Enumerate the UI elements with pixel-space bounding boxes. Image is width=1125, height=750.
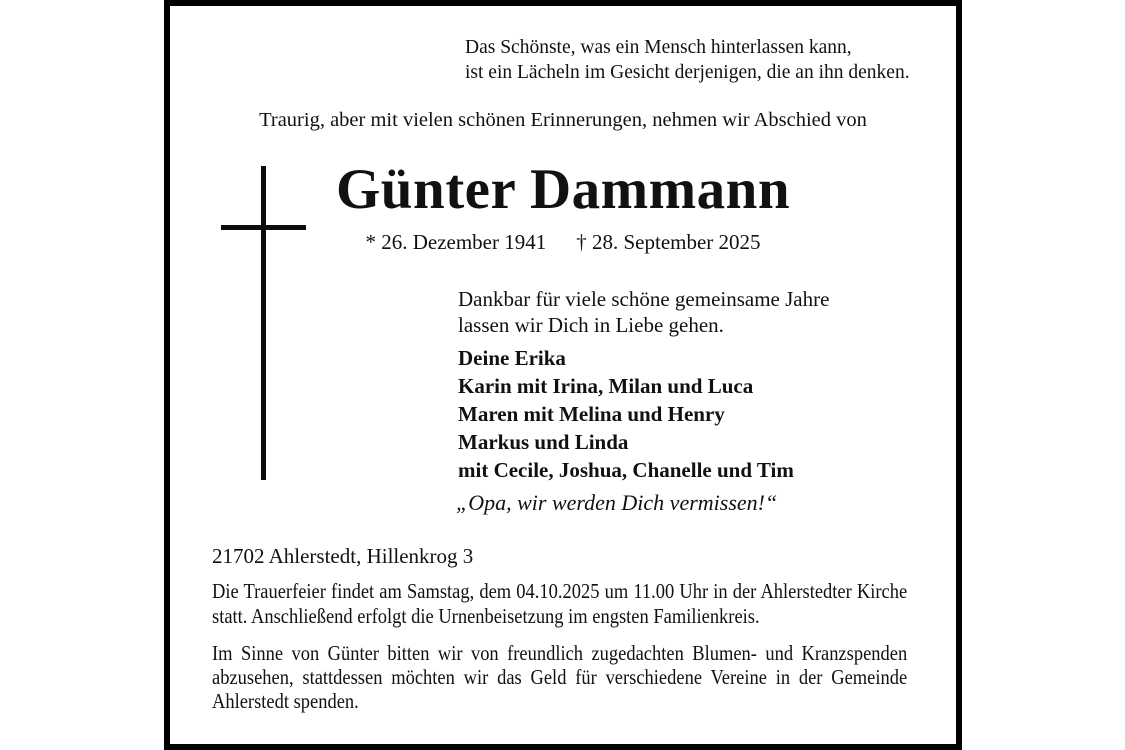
family-line: Deine Erika (458, 346, 566, 370)
funeral-details: Die Trauerfeier findet am Samstag, dem 04.10.2025 um 11.00 Uhr in der Ahlerstedter Kirche statt. Anschließend erfolgt die Urnenbeisetzung im engsten Familienkreis. (212, 579, 908, 628)
deceased-name: Günter Dammann (335, 158, 791, 221)
epigraph-line-1: Das Schönste, was ein Mensch hinterlassen kann, (465, 37, 852, 58)
epigraph (465, 35, 910, 85)
family-line: Markus und Linda (458, 430, 629, 454)
epigraph-line-2: ist ein Lächeln im Gesicht derjenigen, die an ihn denken. (465, 62, 910, 83)
farewell-line-2: lassen wir Dich in Liebe gehen. (458, 313, 724, 337)
farewell-line-1: Dankbar für viele schöne gemeinsame Jahre (458, 287, 830, 311)
donation-request: Im Sinne von Günter bitten wir von freundlich zugedachten Blumen- und Kranzspenden abzusehen, stattdessen möchten wir das Geld für verschiedene Vereine in der Gemeinde Ahlerstedt spenden. (212, 641, 908, 713)
family-line: Karin mit Irina, Milan und Luca (458, 374, 754, 398)
family-line: mit Cecile, Joshua, Chanelle und Tim (458, 458, 794, 482)
death-date: † 28. September 2025 (576, 230, 761, 254)
obituary-frame (164, 0, 962, 750)
grandchildren-quote: „Opa, wir werden Dich vermissen!“ (456, 490, 778, 515)
address-line: 21702 Ahlerstedt, Hillenkrog 3 (212, 544, 474, 568)
birth-date: * 26. Dezember 1941 (365, 230, 547, 254)
life-dates (170, 230, 956, 255)
family-line: Maren mit Melina und Henry (458, 402, 725, 426)
farewell-text (458, 286, 829, 338)
intro-line: Traurig, aber mit vielen schönen Erinnerungen, nehmen wir Abschied von (259, 109, 867, 131)
family-list (458, 344, 794, 484)
